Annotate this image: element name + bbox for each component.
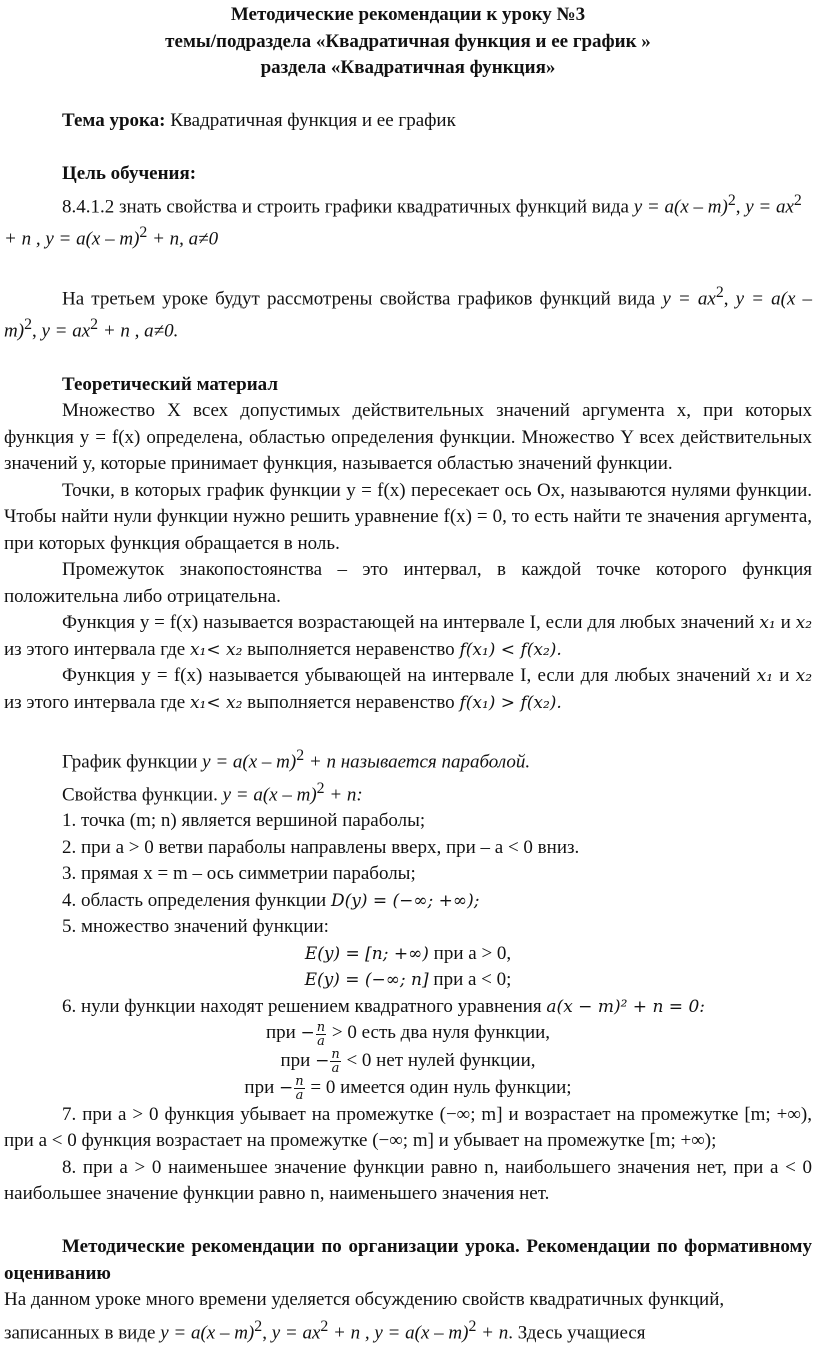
method-text: На данном уроке много времени уделяется обсуждению свойств квадратичных функций, записанных в виде (4, 1289, 725, 1344)
third-lesson-body: На третьем уроке будут рассмотрены свойства графиков функций вида (62, 287, 663, 309)
property-3: 3. прямая x = m – ось симметрии параболы; (62, 863, 416, 885)
properties-title-text: Свойства функции. (62, 783, 223, 805)
sup: 2 (296, 746, 305, 764)
properties-title (4, 776, 812, 809)
range-formula-1: E(y) = [n; +∞) (304, 943, 429, 964)
theory-increasing (4, 610, 812, 663)
lesson-topic-label: Тема урока: (62, 110, 166, 131)
minus-sign: − (315, 1050, 330, 1071)
property-4-formula: D(y) = (−∞; +∞); (330, 890, 480, 911)
increasing-text-b: из этого интервала где (4, 638, 190, 660)
range-formula-2: E(y) = (−∞; n] (304, 970, 429, 991)
property-1: 1. точка (m; n) является вершиной параболы; (62, 810, 426, 832)
doc-title-line-2: темы/подраздела «Квадратичная функция и ее график » (165, 30, 651, 52)
zeros-case-1 (4, 1020, 812, 1047)
sup: 2 (715, 283, 724, 301)
goal-formula-3-tail: + n, a≠0 (147, 228, 219, 250)
fraction-denominator: a (317, 1033, 325, 1049)
sup: 2 (139, 224, 148, 242)
spacer (4, 716, 812, 743)
method-formula-3: y = a(x – m) (374, 1322, 469, 1344)
sup: 2 (468, 1317, 477, 1335)
sup: 2 (24, 316, 32, 334)
range-case-1 (4, 941, 812, 968)
zeros-case-2 (4, 1048, 812, 1075)
parabola-text-b: + n называется параболой. (304, 751, 531, 773)
goal-text-body: 8.4.1.2 знать свойства и строить графики квадратичных функций вида (62, 195, 634, 217)
fraction-n-over-a (294, 1075, 304, 1102)
decreasing-text-b: из этого интервала где (4, 691, 190, 713)
goal-text: 8.4.1.2 знать свойства и строить графики квадратичных функций вида y = a(x – m)$^2$, $y = ax^2 + n$ , y = a(x – m)$^2$ + n, a≠0 (4, 191, 802, 250)
property-6-text: 6. нули функции находят решением квадратного уравнения (62, 995, 547, 1017)
property-7: 7. при a > 0 функция убывает на промежутке (−∞; m] и возрастает на промежутке [m; +∞), при a < 0 функция возрастает на промежутке (−∞; m] и убывает на промежутке [m; +∞); (4, 1103, 812, 1152)
sup: 2 (254, 1317, 263, 1335)
third-formula-1: y = ax (662, 287, 716, 309)
fraction-numerator: n (331, 1046, 340, 1062)
parabola-formula: y = a(x – m) (202, 751, 297, 773)
property-6-formula: a(x − m)² + n = 0: (546, 996, 705, 1017)
theory-paragraph-1: Множество X всех допустимых действительных значений аргумента x, при которых функция y = f(x) определена, областью определения функции. Множество Y всех действительных значений y, которые принимает функция, называется областью значений функции. (4, 400, 812, 475)
method-paragraph: На данном уроке много времени уделяется обсуждению свойств квадратичных функций, записанных в виде y = a(x – m)$^2$, $y = ax^2 + n$ , y = a(x – m)$^2$ + n. Здесь учащиеся (4, 1289, 725, 1344)
goal-formula-2-tail: + n , (4, 228, 46, 250)
method-formula-2: y = ax (271, 1322, 321, 1344)
increasing-text-a: Функция y = f(x) называется возрастающей на интервале I, если для любых значений (62, 612, 760, 634)
math-x1-lt-x2: x₁< x₂ (189, 639, 243, 660)
fraction-numerator: n (316, 1019, 326, 1035)
theory-decreasing (4, 663, 812, 716)
math-x1-lt-x2: x₁< x₂ (189, 692, 243, 713)
method-formula-1: y = a(x – m) (160, 1322, 255, 1344)
theory-title: Теоретический материал (62, 373, 278, 395)
third-formula-3-tail: + n , a≠0. (98, 320, 179, 342)
zeros-case-3 (4, 1075, 812, 1102)
fraction-n-over-a (316, 1021, 326, 1048)
fraction-denominator: a (331, 1060, 340, 1076)
spacer (4, 253, 812, 280)
minus-sign: − (279, 1077, 294, 1098)
third-formula-2: y = a(x – m) (4, 287, 813, 342)
spacer (4, 82, 812, 109)
property-4-text: 4. область определения функции (62, 889, 331, 911)
math-x1: x₁ (759, 613, 776, 634)
math-increasing-inequality: f(x₁) < f(x₂). (459, 639, 562, 660)
increasing-text-c: выполняется неравенство (242, 638, 460, 660)
properties-formula-tail: + n: (324, 783, 363, 805)
method-title: Методические рекомендации по организации урока. Рекомендации по формативному оцениванию (4, 1236, 812, 1284)
parabola-text-a: График функции (62, 751, 203, 773)
minus-sign: − (300, 1023, 315, 1044)
zeros-case-1-lead: при (265, 1022, 301, 1044)
parabola-definition (4, 743, 812, 776)
doc-title-line-3: раздела «Квадратичная функция» (260, 57, 556, 78)
method-formula-3-tail: + n (476, 1322, 509, 1344)
property-6 (4, 994, 812, 1021)
third-formula-3: y = ax (41, 320, 91, 342)
property-2: 2. при a > 0 ветви параболы направлены вверх, при – a < 0 вниз. (62, 836, 580, 858)
zeros-case-3-tail: = 0 имеется один нуль функции; (305, 1076, 572, 1098)
property-4 (4, 888, 812, 915)
properties-formula: y = a(x – m) (222, 783, 317, 805)
math-x1: x₁ (756, 666, 774, 687)
range-case-2 (4, 967, 812, 994)
and-word: и (775, 612, 796, 634)
sup: 2 (320, 1317, 329, 1335)
fraction-numerator: n (295, 1073, 304, 1089)
doc-title-line-1: Методические рекомендации к уроку №3 (230, 4, 586, 25)
math-x2: x₂ (795, 666, 813, 687)
theory-paragraph-3: Промежуток знакопостоянства – это интервал, в каждой точке которого функция положительна либо отрицательна. (4, 559, 812, 607)
sup: 2 (793, 191, 802, 209)
spacer (4, 345, 812, 372)
lesson-topic (4, 108, 812, 135)
spacer (4, 135, 812, 162)
range-condition-2: при a < 0; (428, 969, 512, 991)
theory-paragraph-2: Точки, в которых график функции y = f(x) пересекает ось Ох, называются нулями функции. Чтобы найти нули функции нужно решить уравнение f(x) = 0, то есть найти те значения аргумента, при которых функция обращается в ноль. (4, 479, 812, 554)
goal-formula-2: y = ax (745, 195, 794, 217)
sup: 2 (727, 191, 736, 209)
math-x2: x₂ (795, 613, 813, 634)
sup: 2 (316, 779, 325, 797)
zeros-case-2-tail: < 0 нет нулей функции, (341, 1049, 536, 1071)
method-formula-2-tail: + n , (328, 1322, 375, 1344)
fraction-n-over-a (330, 1048, 340, 1075)
range-condition-1: при a > 0, (428, 942, 512, 964)
property-8: 8. при a > 0 наименьшее значение функции равно n, наибольшего значения нет, при a < 0 наибольшее значение функции равно n, наименьшего значения нет. (4, 1156, 812, 1205)
spacer (4, 1208, 812, 1235)
sup: 2 (90, 316, 99, 334)
decreasing-text-c: выполняется неравенство (242, 691, 460, 713)
zeros-case-1-tail: > 0 есть два нуля функции, (327, 1022, 551, 1044)
goal-label: Цель обучения: (62, 163, 197, 184)
method-text-tail: . Здесь учащиеся (508, 1322, 646, 1344)
decreasing-text-a: Функция y = f(x) называется убывающей на интервале I, если для любых значений (62, 665, 757, 687)
goal-formula-3: y = a(x – m) (45, 228, 140, 250)
and-word: и (773, 665, 796, 687)
math-decreasing-inequality: f(x₁) > f(x₂). (459, 692, 562, 713)
third-lesson-text: На третьем уроке будут рассмотрены свойства графиков функций вида $y = ax^2$, y = a(x – m)$^2$, $y = ax^2 + n$ , a≠0. (4, 283, 813, 342)
goal-formula-1: y = a(x – m) (633, 195, 728, 217)
fraction-denominator: a (295, 1087, 304, 1103)
zeros-case-3-lead: при (244, 1076, 280, 1098)
zeros-case-2-lead: при (280, 1049, 316, 1071)
property-5: 5. множество значений функции: (62, 916, 329, 938)
lesson-topic-value: Квадратичная функция и ее график (165, 110, 456, 131)
